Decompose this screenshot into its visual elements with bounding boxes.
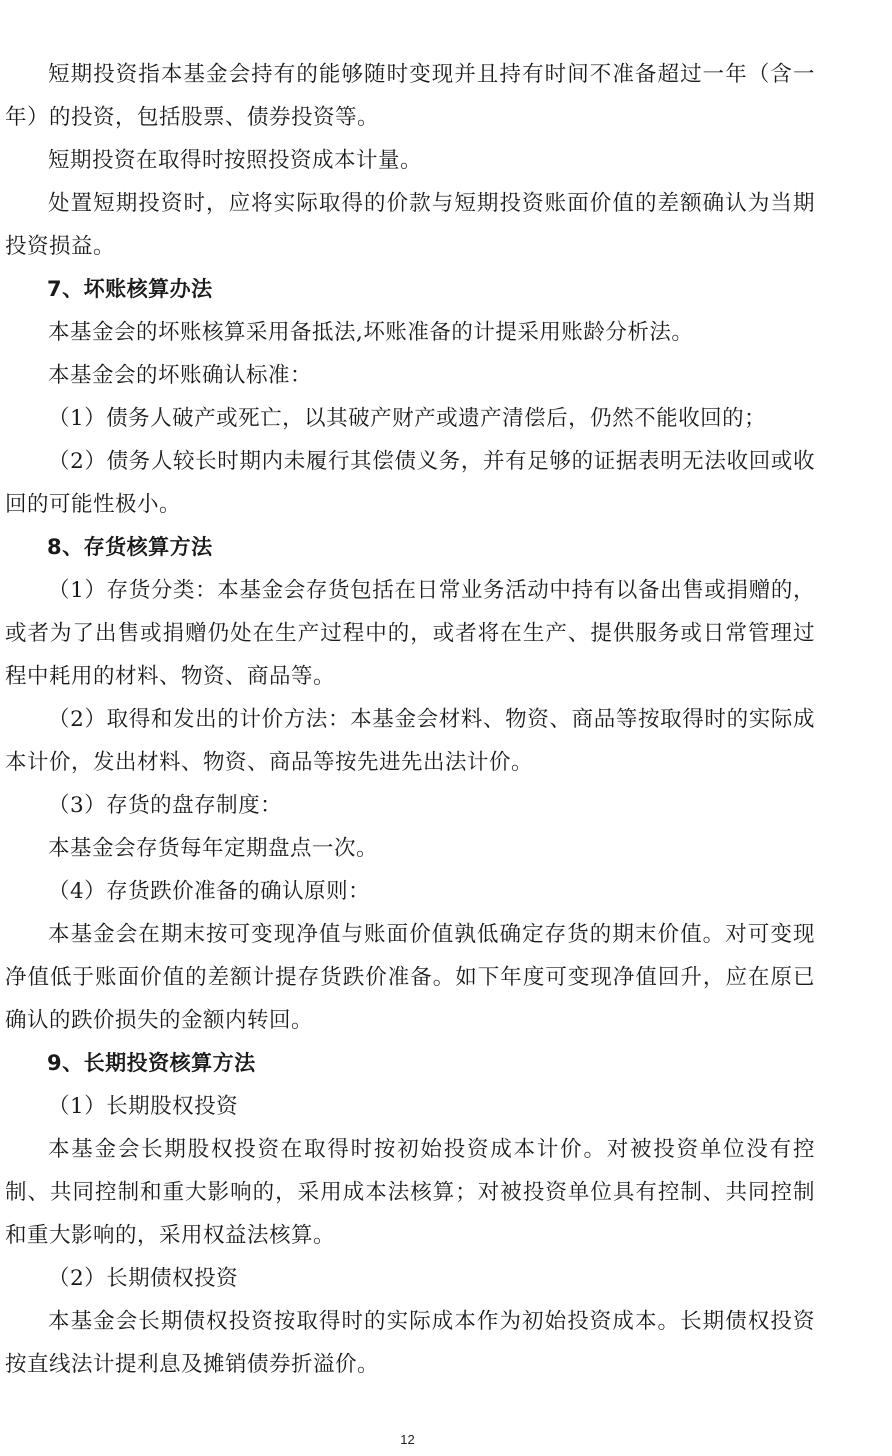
list-item-inventory-pricing: （2）取得和发出的计价方法：本基金会材料、物资、商品等按取得时的实际成本计价，发出材料、物资、商品等按先进先出法计价。: [5, 707, 815, 775]
section-heading-long-term-investment: 9、长期投资核算方法: [47, 1051, 256, 1075]
paragraph-bad-debt-method: 本基金会的坏账核算采用备抵法,坏账准备的计提采用账龄分析法。: [48, 320, 694, 345]
paragraph-inventory-impairment-detail: 本基金会在期末按可变现净值与账面价值孰低确定存货的期末价值。对可变现净值低于账面价值的差额计提存货跌价准备。如下年度可变现净值回升，应在原已确认的跌价损失的金额内转回。: [5, 922, 815, 1033]
list-item-inventory-impairment: （4）存货跌价准备的确认原则：: [48, 879, 371, 904]
list-item-long-term-debt: （2）长期债权投资: [48, 1266, 239, 1291]
section-heading-bad-debt: 7、坏账核算办法: [47, 277, 213, 301]
paragraph-short-term-investment-measurement: 短期投资在取得时按照投资成本计量。: [48, 148, 423, 173]
list-item-bad-debt-2: （2）债务人较长时期内未履行其偿债义务，并有足够的证据表明无法收回或收回的可能性极小。: [5, 449, 815, 517]
list-item-inventory-count-system: （3）存货的盘存制度：: [48, 793, 283, 818]
paragraph-short-term-investment-disposal: 处置短期投资时，应将实际取得的价款与短期投资账面价值的差额确认为当期投资损益。: [5, 191, 815, 259]
paragraph-short-term-investment-definition: 短期投资指本基金会持有的能够随时变现并且持有时间不准备超过一年（含一年）的投资，包括股票、债券投资等。: [5, 62, 815, 130]
paragraph-bad-debt-criteria: 本基金会的坏账确认标准：: [48, 363, 313, 388]
document-body: [5, 53, 815, 1386]
list-item-bad-debt-1: （1）债务人破产或死亡，以其破产财产或遗产清偿后，仍然不能收回的；: [48, 406, 767, 431]
page-number: 12: [400, 1432, 415, 1447]
paragraph-long-term-equity-detail: 本基金会长期股权投资在取得时按初始投资成本计价。对被投资单位没有控制、共同控制和重大影响的，采用成本法核算；对被投资单位具有控制、共同控制和重大影响的，采用权益法核算。: [5, 1137, 815, 1248]
list-item-inventory-classification: （1）存货分类：本基金会存货包括在日常业务活动中持有以备出售或捐赠的，或者为了出售或捐赠仍处在生产过程中的，或者将在生产、提供服务或日常管理过程中耗用的材料、物资、商品等。: [5, 578, 815, 689]
paragraph-long-term-debt-detail: 本基金会长期债权投资按取得时的实际成本作为初始投资成本。长期债权投资按直线法计提利息及摊销债券折溢价。: [5, 1309, 815, 1377]
section-heading-inventory: 8、存货核算方法: [47, 535, 213, 559]
paragraph-inventory-count: 本基金会存货每年定期盘点一次。: [48, 836, 379, 861]
list-item-long-term-equity: （1）长期股权投资: [48, 1094, 239, 1119]
